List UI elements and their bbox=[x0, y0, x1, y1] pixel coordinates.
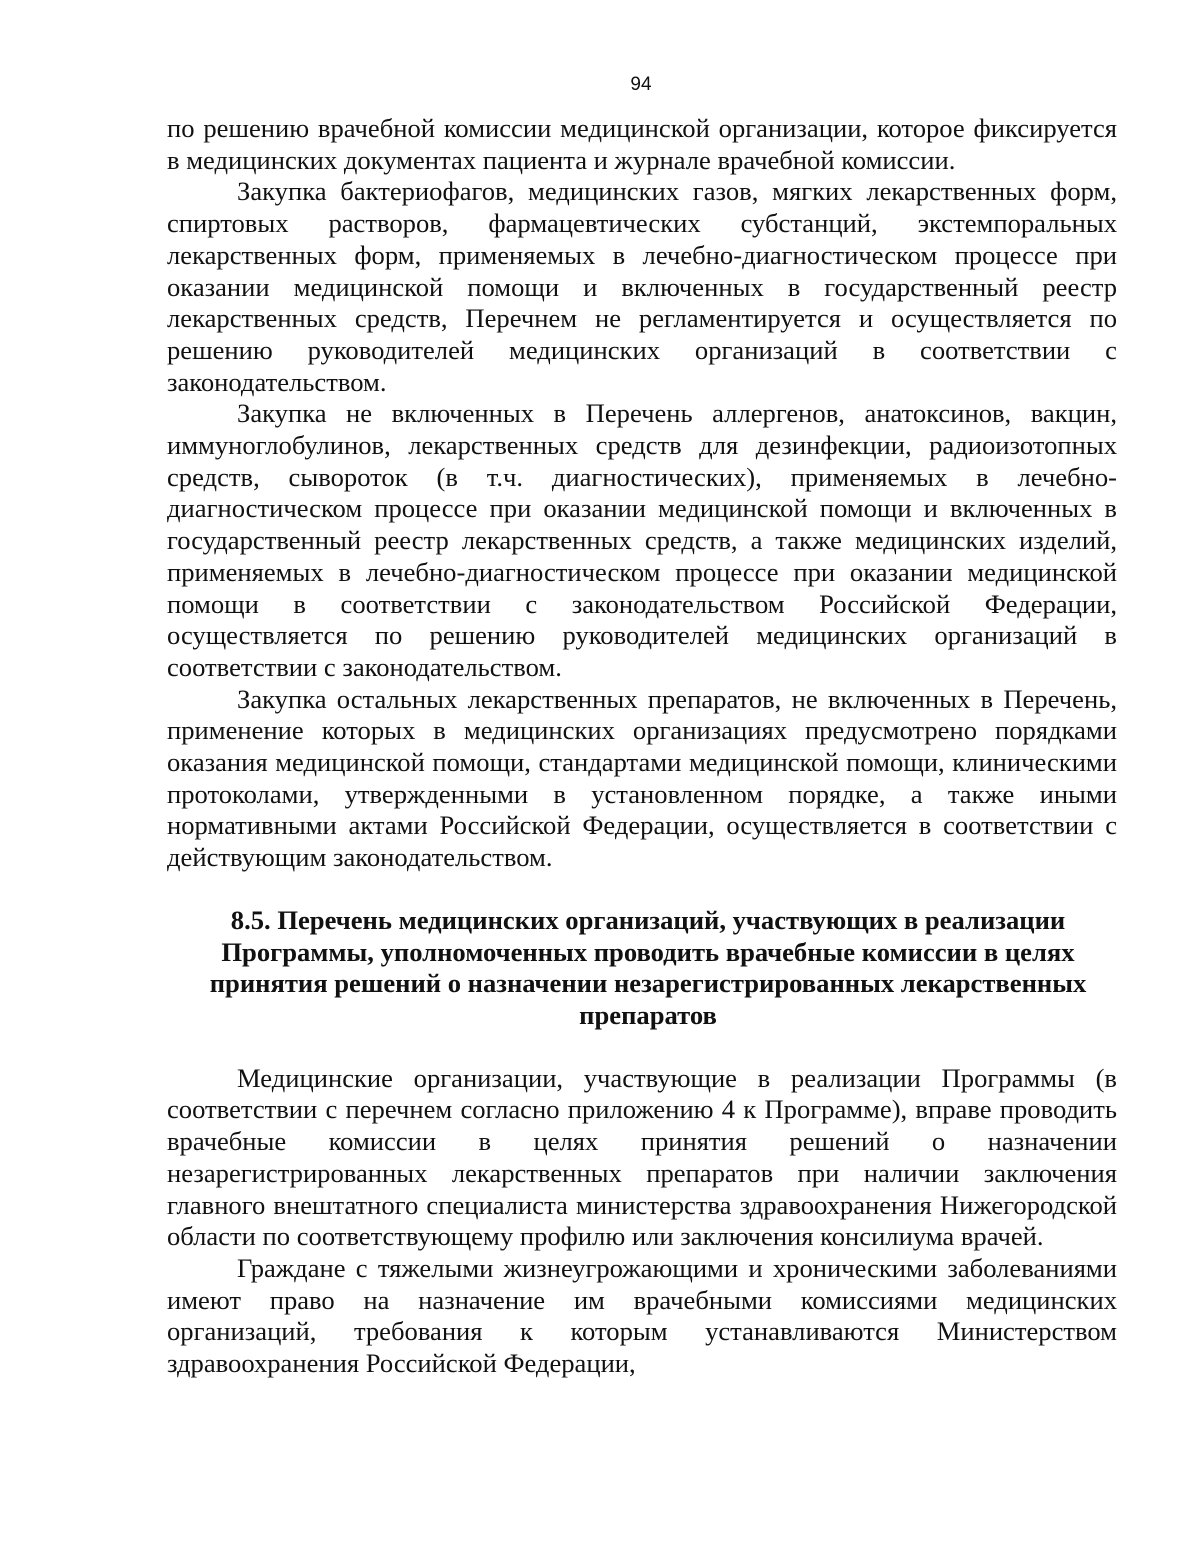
page-number: 94 bbox=[630, 74, 652, 95]
paragraph-continuation: по решению врачебной комиссии медицинской организации, которое фиксируется в медицинских документах пациента и журнале врачебной комиссии. bbox=[167, 113, 1117, 175]
paragraph-bacteriophages-procurement: Закупка бактериофагов, медицинских газов, мягких лекарственных форм, спиртовых растворов, фармацевтических субстанций, экстемпоральных лекарственных форм, применяемых в лечебно-диагностическом процессе при оказании медицинской помощи и включенных в государственный реестр лекарственных средств, Перечнем не регламентируется и осуществляется по решению руководителей медицинских организаций в соответствии с законодательством. bbox=[167, 176, 1117, 397]
paragraph-citizens-rights: Граждане с тяжелыми жизнеугрожающими и хроническими заболеваниями имеют право на назначение им врачебными комиссиями медицинских организаций, требования к которым устанавливаются Министерством здравоохранения Российской Федерации, bbox=[167, 1252, 1117, 1379]
document-body bbox=[167, 113, 1117, 1380]
paragraph-allergens-procurement: Закупка не включенных в Перечень аллергенов, анатоксинов, вакцин, иммуноглобулинов, лекарственных средств для дезинфекции, радиоизотопных средств, сывороток (в т.ч. диагностических), применяемых в лечебно-диагностическом процессе при оказании медицинской помощи и включенных в государственный реестр лекарственных средств, а также медицинских изделий, применяемых в лечебно-диагностическом процессе при оказании медицинской помощи в соответствии с законодательством Российской Федерации, осуществляется по решению руководителей медицинских организаций в соответствии с законодательством. bbox=[167, 398, 1117, 682]
section-heading-8-5: 8.5. Перечень медицинских организаций, участвующих в реализации Программы, уполномоченных проводить врачебные комиссии в целях принятия решений о назначении незарегистрированных лекарственных препаратов bbox=[209, 904, 1087, 1030]
paragraph-other-drugs-procurement: Закупка остальных лекарственных препаратов, не включенных в Перечень, применение которых в медицинских организациях предусмотрено порядками оказания медицинской помощи, стандартами медицинской помощи, клиническими протоколами, утвержденными в установленном порядке, а также иными нормативными актами Российской Федерации, осуществляется в соответствии с действующим законодательством. bbox=[167, 683, 1117, 873]
paragraph-medical-organizations: Медицинские организации, участвующие в реализации Программы (в соответствии с перечнем согласно приложению 4 к Программе), вправе проводить врачебные комиссии в целях принятия решений о назначении незарегистрированных лекарственных препаратов при наличии заключения главного внештатного специалиста министерства здравоохранения Нижегородской области по соответствующему профилю или заключения консилиума врачей. bbox=[167, 1062, 1117, 1252]
